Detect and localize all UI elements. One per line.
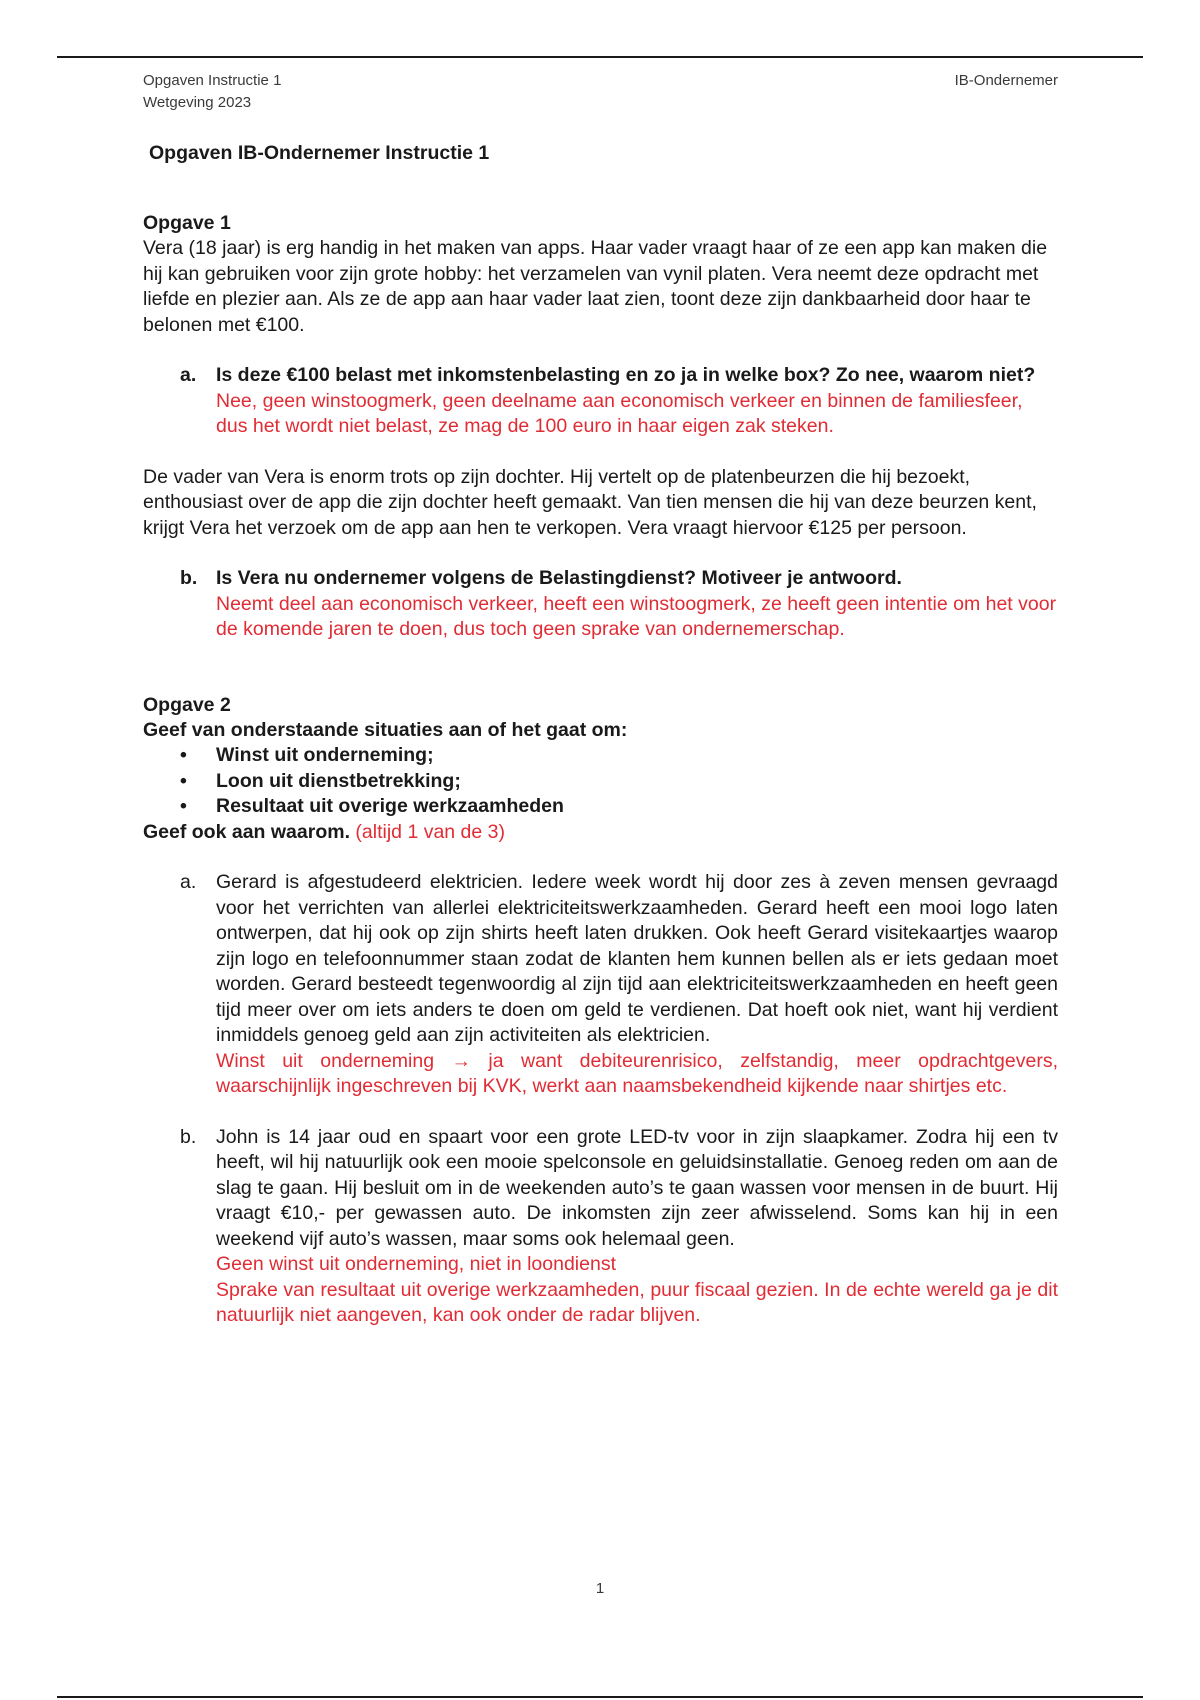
opgave-1-middle-text: De vader van Vera is enorm trots op zijn dochter. Hij vertelt op de platenbeurzen die hij bezoekt, enthousiast over de app die zijn dochter heeft gemaakt. Van tien mensen die hij van deze beurzen kent, krijgt Vera het verzoek om de app aan hen te verkopen. Vera vraagt hiervoor €125 per persoon. bbox=[143, 465, 1037, 539]
case-marker: b. bbox=[180, 1125, 197, 1148]
answer-text: Winst uit onderneming → ja want debiteurenrisico, zelfstandig, meer opdrachtgevers, waarschijnlijk ingeschreven bij KVK, werkt aan naamsbekendheid kijkende naar shirtjes etc. bbox=[216, 1049, 1058, 1097]
header-course: Opgaven Instructie 1 bbox=[143, 72, 282, 89]
answer-text: Sprake van resultaat uit overige werkzaamheden, puur fiscaal gezien. In de echte wereld ga je dit natuurlijk niet aangeven, kan ook onder de radar blijven. bbox=[216, 1278, 1058, 1326]
header-year: Wetgeving 2023 bbox=[143, 94, 252, 111]
answer-text: Geen winst uit onderneming, niet in loondienst bbox=[216, 1253, 616, 1275]
case-2b bbox=[180, 1125, 1058, 1329]
header-right: IB-Ondernemer bbox=[954, 72, 1058, 89]
answer-text: Neemt deel aan economisch verkeer, heeft een winstoogmerk, ze heeft geen intentie om het voor de komende jaren te doen, dus toch geen sprake van ondernemerschap. bbox=[216, 592, 1057, 640]
question-text: Is Vera nu ondernemer volgens de Belastingdienst? Motiveer je antwoord. bbox=[216, 567, 902, 589]
bottom-rule bbox=[57, 1696, 1143, 1698]
list-item-label: Winst uit onderneming; bbox=[216, 744, 434, 766]
case-marker: a. bbox=[180, 871, 197, 893]
list-item-label: Loon uit dienstbetrekking; bbox=[216, 769, 461, 792]
answer-text: Nee, geen winstoogmerk, geen deelname aan economisch verkeer en binnen de familiesfeer, dus het wordt niet belast, ze mag de 100 euro in haar eigen zak steken. bbox=[216, 389, 1023, 437]
list-item bbox=[143, 769, 1058, 795]
case-text: John is 14 jaar oud en spaart voor een grote LED-tv voor in zijn slaapkamer. Zodra hij een tv heeft, wil hij natuurlijk ook een mooie spelconsole en geluidsinstallatie. Genoeg reden om aan de slag te gaan. Hij besluit om in de weekenden auto’s te gaan wassen voor mensen in de buurt. Hij vraagt €10,- per gewassen auto. De inkomsten zijn zeer afwisselend. Soms kan hij in een weekend vijf auto’s wassen, maar soms ook helemaal geen. bbox=[216, 1125, 1058, 1250]
question-marker: a. bbox=[180, 364, 197, 386]
question-1b bbox=[180, 566, 1058, 643]
opgave-2-closing bbox=[143, 820, 1058, 846]
case-text: Gerard is afgestudeerd elektricien. Iedere week wordt hij door zes à zeven mensen gevraagd voor het verrichten van allerlei elektriciteitswerkzaamheden. Gerard heeft een mooi logo laten ontwerpen, dat hij ook op zijn shirts heeft laten drukken. Ook heeft Gerard visitekaartjes waarop zijn logo en telefoonnummer staan zodat de klanten hem kunnen bellen als er iets gedaan moet worden. Gerard besteedt tegenwoordig al zijn tijd aan elektriciteitswerkzaamheden en heeft geen tijd meer over om iets anders te doen om geld te verdienen. Dat hoeft ook niet, want hij verdient inmiddels genoeg geld aan zijn activiteiten als elektricien. bbox=[216, 871, 1058, 1046]
document-page bbox=[143, 70, 1058, 1329]
page-number: 1 bbox=[595, 1580, 605, 1597]
header-left bbox=[143, 70, 281, 114]
bullet-icon: • bbox=[180, 744, 187, 766]
question-1a bbox=[180, 363, 1058, 440]
closing-note: (altijd 1 van de 3) bbox=[355, 820, 506, 843]
closing-text: Geef ook aan waarom. bbox=[143, 820, 350, 843]
question-text: Is deze €100 belast met inkomstenbelasting en zo ja in welke box? Zo nee, waarom niet? bbox=[216, 364, 1036, 386]
list-item-label: Resultaat uit overige werkzaamheden bbox=[216, 795, 564, 817]
list-item bbox=[143, 794, 1058, 820]
bullet-icon: • bbox=[180, 769, 187, 792]
opgave-2-instruction: Geef van onderstaande situaties aan of het gaat om: bbox=[143, 718, 628, 741]
page-header bbox=[143, 70, 1058, 114]
top-rule bbox=[57, 56, 1143, 58]
opgave-1-intro: Vera (18 jaar) is erg handig in het maken van apps. Haar vader vraagt haar of ze een app kan maken die hij kan gebruiken voor zijn grote hobby: het verzamelen van vynil platen. Vera neemt deze opdracht met liefde en plezier aan. Als ze de app aan haar vader laat zien, toont deze zijn dankbaarheid door haar te belonen met €100. bbox=[143, 237, 1048, 336]
list-item bbox=[143, 743, 1058, 769]
opgave-1-heading: Opgave 1 bbox=[143, 212, 231, 234]
bullet-icon: • bbox=[180, 795, 187, 817]
income-category-list bbox=[143, 743, 1058, 820]
opgave-1 bbox=[143, 211, 1058, 643]
opgave-2 bbox=[143, 693, 1058, 1329]
document-title: Opgaven IB-Ondernemer Instructie 1 bbox=[149, 142, 490, 164]
opgave-2-heading: Opgave 2 bbox=[143, 693, 231, 716]
question-marker: b. bbox=[180, 567, 198, 589]
case-2a bbox=[180, 870, 1058, 1100]
